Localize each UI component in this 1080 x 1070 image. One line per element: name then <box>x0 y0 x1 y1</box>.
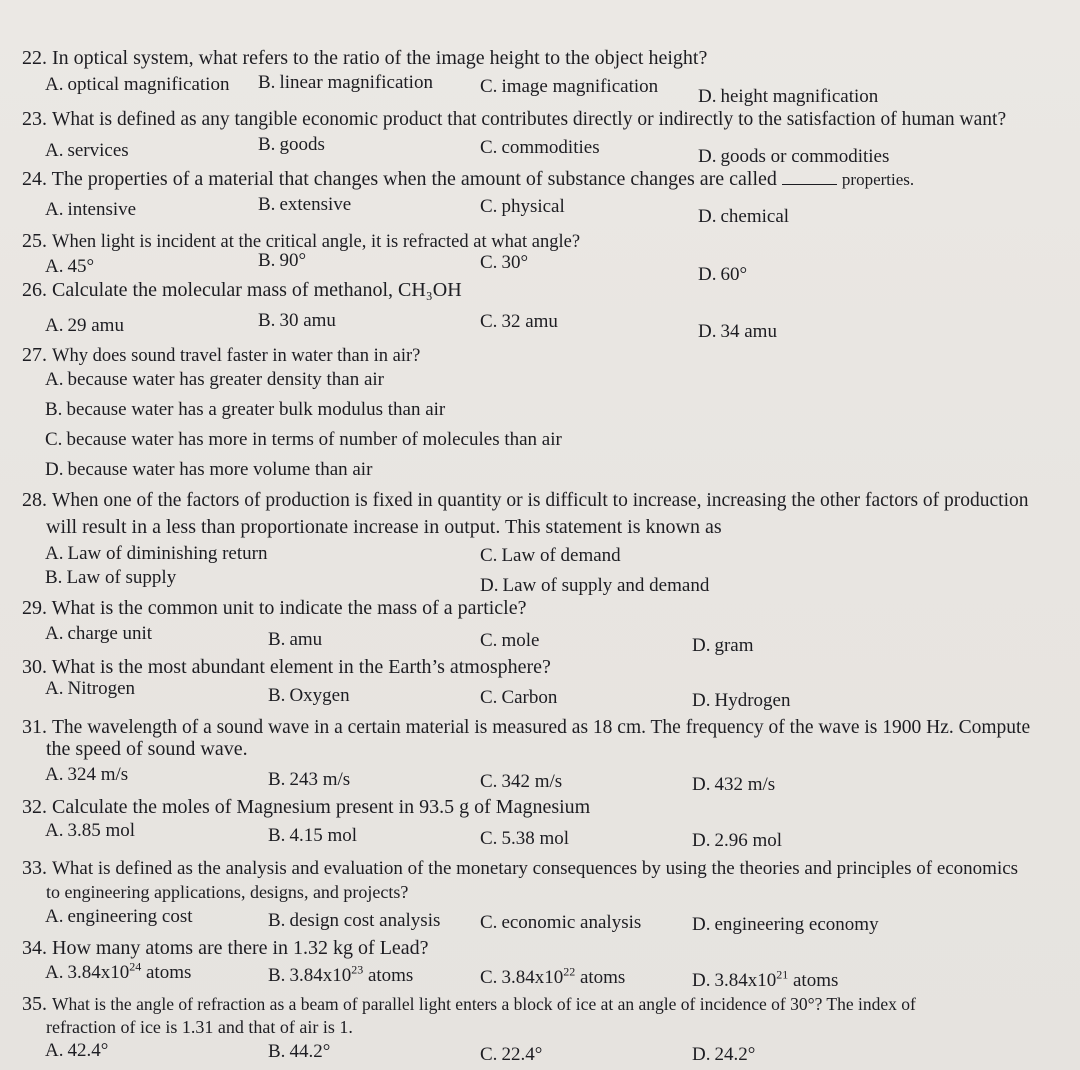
option-letter: C. <box>480 311 498 332</box>
option-c[interactable] <box>480 1044 542 1066</box>
option-letter: A. <box>45 199 64 220</box>
option-b[interactable] <box>45 567 176 589</box>
question-text-after-blank: properties. <box>841 170 915 189</box>
option-text: 34 amu <box>720 321 777 342</box>
option-a[interactable] <box>45 256 94 278</box>
question-number: 29. <box>22 597 47 619</box>
question-number: 28. <box>22 489 47 511</box>
option-c[interactable] <box>480 771 562 793</box>
question-number: 23. <box>22 108 47 130</box>
option-letter: B. <box>268 685 286 706</box>
option-text: services <box>67 140 129 161</box>
question-text: The properties of a material that changes when the amount of substance changes are called <box>51 168 777 190</box>
option-text: physical <box>501 196 565 217</box>
option-letter: D. <box>692 1044 711 1065</box>
option-letter: C. <box>480 137 498 158</box>
option-letter: D. <box>698 146 717 167</box>
option-a[interactable] <box>45 764 128 786</box>
option-text: 32 amu <box>501 311 558 332</box>
question-text: What is the most abundant element in the Earth’s atmosphere? <box>51 656 551 678</box>
option-letter: A. <box>45 543 64 564</box>
option-c[interactable] <box>480 912 641 934</box>
option-unit: atoms <box>145 962 192 983</box>
question-23 <box>22 108 1072 131</box>
option-a[interactable] <box>45 959 192 984</box>
question-text: What is defined as the analysis and evaluation of the monetary consequences by using the theories and principles of economics <box>52 858 1019 879</box>
option-letter: B. <box>268 629 286 650</box>
option-text: Law of diminishing return <box>67 543 268 564</box>
option-text: intensive <box>67 199 137 220</box>
option-b[interactable] <box>268 910 440 932</box>
option-d[interactable] <box>692 690 790 712</box>
option-letter: B. <box>258 310 276 331</box>
option-a[interactable] <box>45 1040 108 1062</box>
option-letter: B. <box>258 72 276 93</box>
option-c[interactable] <box>480 545 621 567</box>
option-text: 24.2° <box>714 1044 756 1065</box>
option-c[interactable] <box>480 630 539 652</box>
option-letter: A. <box>45 1040 64 1061</box>
option-text: 44.2° <box>289 1041 331 1062</box>
question-33 <box>22 857 1072 880</box>
question-text: What is the angle of refraction as a beam of parallel light enters a block of ice at an angle of incidence of 30°? The index of <box>52 994 916 1014</box>
option-text: engineering economy <box>714 914 879 935</box>
option-d[interactable] <box>480 575 709 597</box>
question-text: Calculate the molecular mass of methanol, CH₃OH <box>52 279 462 301</box>
answer-blank[interactable] <box>782 168 837 185</box>
option-text: Carbon <box>501 687 558 708</box>
option-text: Law of supply <box>66 567 177 588</box>
option-d[interactable] <box>692 774 775 796</box>
question-number: 27. <box>22 344 47 366</box>
question-number: 22. <box>22 47 47 69</box>
option-letter: B. <box>45 567 63 588</box>
option-letter: D. <box>698 86 717 107</box>
question-number: 31. <box>22 716 47 738</box>
option-a[interactable] <box>45 369 384 391</box>
option-text: because water has more in terms of number of molecules than air <box>66 429 562 450</box>
option-unit: atoms <box>579 967 626 988</box>
option-b[interactable] <box>268 769 350 791</box>
option-letter: A. <box>45 369 64 390</box>
option-text: 60° <box>720 264 748 285</box>
option-b[interactable] <box>258 310 336 332</box>
option-a[interactable] <box>45 199 136 221</box>
question-text: The wavelength of a sound wave in a certain material is measured as 18 cm. The frequency of the wave is 1900 Hz. Compute <box>52 717 1031 738</box>
question-34 <box>22 937 1072 959</box>
question-text-line2: the speed of sound wave. <box>46 738 248 760</box>
question-text-line2: will result in a less than proportionate increase in output. This statement is known as <box>46 516 722 538</box>
question-number: 35. <box>22 993 47 1015</box>
option-text: height magnification <box>720 86 879 107</box>
option-text: 4.15 mol <box>289 825 357 846</box>
option-text: 22.4° <box>501 1044 543 1065</box>
option-letter: A. <box>45 315 64 336</box>
option-letter: C. <box>480 912 498 933</box>
option-text: chemical <box>720 206 790 227</box>
question-number: 26. <box>22 279 47 301</box>
option-text: 30° <box>501 252 529 273</box>
option-d[interactable] <box>698 206 789 228</box>
option-text: optical magnification <box>67 74 230 95</box>
question-26 <box>22 279 1072 301</box>
option-letter: D. <box>698 206 717 227</box>
option-text: 342 m/s <box>501 771 563 792</box>
option-letter: A. <box>45 74 64 95</box>
option-text: Nitrogen <box>67 678 136 699</box>
option-a[interactable] <box>45 74 229 96</box>
option-b[interactable] <box>268 962 414 987</box>
option-letter: D. <box>480 575 499 596</box>
option-text: gram <box>714 635 754 656</box>
option-letter: D. <box>692 635 711 656</box>
option-text: economic analysis <box>501 912 642 933</box>
option-d[interactable] <box>698 321 777 343</box>
option-b[interactable] <box>268 825 357 847</box>
option-a[interactable] <box>45 820 135 842</box>
option-letter: C. <box>480 771 498 792</box>
option-letter: C. <box>480 687 498 708</box>
option-text: 324 m/s <box>67 764 129 785</box>
question-text-line2: refraction of ice is 1.31 and that of air is 1. <box>46 1017 353 1037</box>
option-b[interactable] <box>268 1041 330 1063</box>
option-a[interactable] <box>45 906 193 928</box>
option-text: because water has more volume than air <box>67 459 373 480</box>
option-text: extensive <box>279 194 352 215</box>
option-c[interactable] <box>480 828 569 850</box>
option-text: 30 amu <box>279 310 336 331</box>
option-text: 42.4° <box>67 1040 109 1061</box>
option-exponent: 24 <box>129 959 142 974</box>
option-a[interactable] <box>45 623 152 645</box>
option-c[interactable] <box>480 964 626 989</box>
option-d[interactable] <box>692 635 754 657</box>
question-text: What is the common unit to indicate the mass of a particle? <box>51 597 527 619</box>
option-letter: B. <box>258 250 276 271</box>
option-letter: D. <box>698 321 717 342</box>
option-d[interactable] <box>692 830 782 852</box>
option-letter: D. <box>698 264 717 285</box>
option-exponent: 22 <box>563 964 576 979</box>
option-c[interactable] <box>45 429 562 451</box>
option-letter: B. <box>268 1041 286 1062</box>
option-text: mole <box>501 630 540 651</box>
option-text: 2.96 mol <box>714 830 783 851</box>
option-a[interactable] <box>45 543 267 565</box>
option-text: 90° <box>279 250 307 271</box>
question-text: Calculate the moles of Magnesium present in 93.5 g of Magnesium <box>52 796 591 818</box>
option-letter: A. <box>45 140 64 161</box>
option-text: Oxygen <box>289 685 350 706</box>
option-letter: C. <box>480 252 498 273</box>
question-29 <box>22 597 1072 619</box>
option-text: goods or commodities <box>720 146 890 167</box>
question-text: In optical system, what refers to the ratio of the image height to the object height? <box>52 47 708 69</box>
option-text: 29 amu <box>67 315 124 336</box>
question-text-line2: to engineering applications, designs, and projects? <box>46 882 409 902</box>
option-text: Law of demand <box>501 545 621 566</box>
option-text: 432 m/s <box>714 774 776 795</box>
option-letter: C. <box>480 630 498 651</box>
option-text: design cost analysis <box>289 910 441 931</box>
option-c[interactable] <box>480 137 600 159</box>
question-25 <box>22 230 1072 253</box>
option-mantissa: 3.84x10 <box>289 965 352 986</box>
option-unit: atoms <box>367 965 414 986</box>
option-letter: B. <box>268 825 286 846</box>
question-30 <box>22 656 1072 678</box>
option-b[interactable] <box>258 250 306 272</box>
option-text: 5.38 mol <box>501 828 569 849</box>
option-letter: A. <box>45 906 64 927</box>
option-c[interactable] <box>480 252 528 274</box>
option-a[interactable] <box>45 315 124 337</box>
question-27 <box>22 344 1072 367</box>
option-letter: D. <box>692 830 711 851</box>
option-mantissa: 3.84x10 <box>501 967 564 988</box>
option-letter: D. <box>692 774 711 795</box>
question-24 <box>22 168 1072 191</box>
question-31 <box>22 716 1072 739</box>
option-d[interactable] <box>45 459 372 481</box>
question-text: Why does sound travel faster in water than in air? <box>52 346 421 366</box>
question-text: When light is incident at the critical angle, it is refracted at what angle? <box>52 232 581 252</box>
option-letter: C. <box>480 545 498 566</box>
option-letter: B. <box>268 965 286 986</box>
option-letter: D. <box>692 690 711 711</box>
option-b[interactable] <box>45 399 445 421</box>
option-letter: A. <box>45 764 64 785</box>
option-letter: D. <box>692 914 711 935</box>
question-number: 33. <box>22 857 47 879</box>
option-letter: A. <box>45 623 64 644</box>
option-c[interactable] <box>480 76 658 98</box>
option-letter: B. <box>268 769 286 790</box>
question-number: 25. <box>22 230 47 252</box>
option-letter: B. <box>45 399 63 420</box>
option-letter: A. <box>45 962 64 983</box>
option-text: goods <box>279 134 325 155</box>
option-text: because water has a greater bulk modulus than air <box>66 399 446 420</box>
option-text: 243 m/s <box>289 769 351 790</box>
option-text: Hydrogen <box>714 690 791 711</box>
option-letter: A. <box>45 256 64 277</box>
option-b[interactable] <box>258 72 433 94</box>
option-text: 3.85 mol <box>67 820 136 841</box>
question-text: What is defined as any tangible economic product that contributes directly or indirectly to the satisfaction of human want? <box>52 109 1007 130</box>
option-text: image magnification <box>501 76 659 97</box>
option-letter: A. <box>45 820 64 841</box>
option-a[interactable] <box>45 678 135 700</box>
option-mantissa: 3.84x10 <box>714 970 777 991</box>
option-exponent: 23 <box>351 962 364 977</box>
option-text: linear magnification <box>279 72 433 93</box>
option-text: 45° <box>67 256 95 277</box>
option-b[interactable] <box>258 134 325 156</box>
option-letter: D. <box>45 459 64 480</box>
option-letter: B. <box>258 194 276 215</box>
option-text: engineering cost <box>67 906 193 927</box>
option-letter: C. <box>480 196 498 217</box>
option-text: Law of supply and demand <box>502 575 710 596</box>
question-number: 34. <box>22 937 47 959</box>
option-d[interactable] <box>698 146 889 168</box>
option-d[interactable] <box>692 967 839 992</box>
option-mantissa: 3.84x10 <box>67 962 130 983</box>
option-d[interactable] <box>698 86 878 108</box>
option-text: commodities <box>501 137 600 158</box>
option-b[interactable] <box>268 629 322 651</box>
option-c[interactable] <box>480 687 557 709</box>
option-d[interactable] <box>692 914 879 936</box>
question-22 <box>22 47 1072 69</box>
option-letter: A. <box>45 678 64 699</box>
option-b[interactable] <box>258 194 351 216</box>
option-letter: D. <box>692 970 711 991</box>
option-letter: B. <box>258 134 276 155</box>
question-text: How many atoms are there in 1.32 kg of Lead? <box>52 937 429 959</box>
question-35 <box>22 993 1072 1015</box>
option-letter: B. <box>268 910 286 931</box>
option-b[interactable] <box>268 685 350 707</box>
option-letter: C. <box>480 1044 498 1065</box>
option-c[interactable] <box>480 311 558 333</box>
option-letter: C. <box>480 76 498 97</box>
option-text: charge unit <box>67 623 153 644</box>
option-text: because water has greater density than air <box>67 369 384 390</box>
question-number: 32. <box>22 796 47 818</box>
option-c[interactable] <box>480 196 565 218</box>
option-d[interactable] <box>692 1044 755 1066</box>
question-32 <box>22 796 1072 818</box>
option-letter: C. <box>45 429 63 450</box>
option-text: amu <box>289 629 323 650</box>
option-a[interactable] <box>45 140 129 162</box>
option-exponent: 21 <box>776 967 789 982</box>
option-letter: C. <box>480 967 498 988</box>
question-number: 24. <box>22 168 47 190</box>
question-28 <box>22 489 1072 512</box>
option-unit: atoms <box>792 970 839 991</box>
option-letter: C. <box>480 828 498 849</box>
question-number: 30. <box>22 656 47 678</box>
question-text: When one of the factors of production is fixed in quantity or is difficult to increase, increasing the other factors of production <box>52 490 1029 511</box>
